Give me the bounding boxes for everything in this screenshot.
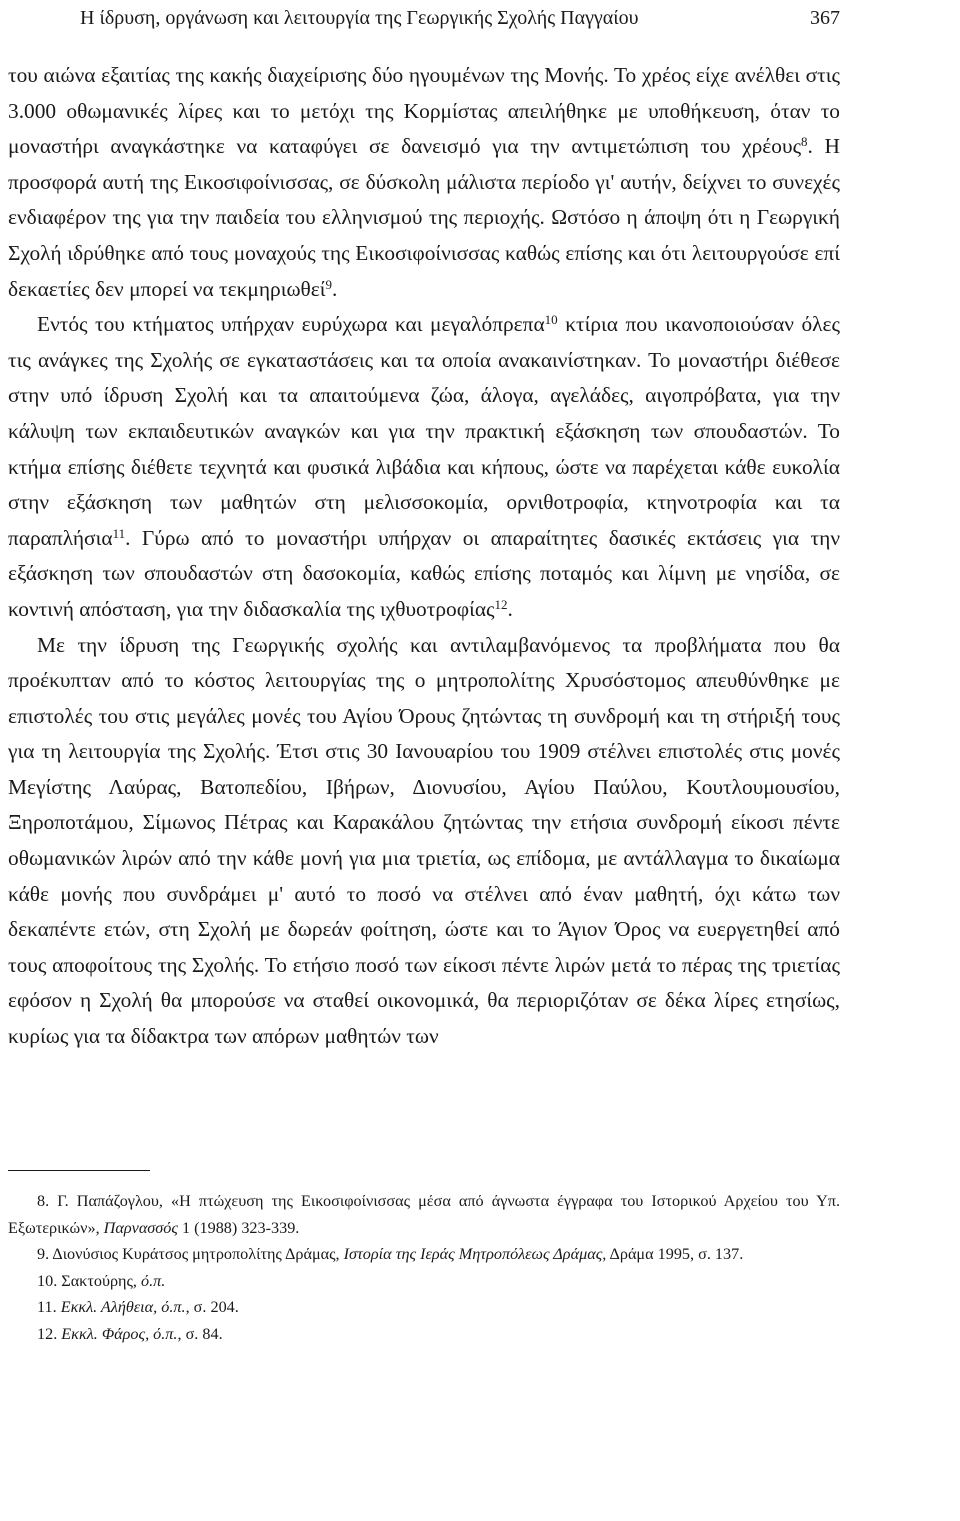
footnote-8-details: 1 (1988) 323-339. [177, 1218, 300, 1237]
footnote-10-op-cit: ό.π. [141, 1271, 166, 1290]
footnote-12-title: Εκκλ. Φάρος, ό.π. [61, 1324, 178, 1343]
footnote-ref-10: 10 [544, 312, 558, 328]
footnote-8-journal: Παρνασσός [103, 1218, 178, 1237]
footnote-12-details: , σ. 84. [177, 1324, 223, 1343]
paragraph-2 [8, 307, 840, 627]
running-header [80, 4, 840, 32]
footnote-10 [8, 1268, 840, 1295]
footnote-11-number: 11. [37, 1298, 61, 1317]
footnote-9-details: , Δράμα 1995, σ. 137. [602, 1245, 744, 1264]
footnote-ref-11: 11 [112, 525, 126, 541]
footnote-8 [8, 1188, 840, 1241]
paragraph-1-part-a: του αιώνα εξαιτίας της κακής διαχείρισης δύο ηγουμένων της Μονής. Το χρέος είχε ανέλθει στις 3.000 οθωμανικές λίρες και το μετόχι της Κορμίστας απειλήθηκε με υποθήκευση, όταν το μοναστήρι αναγκάστηκε να καταφύγει σε δανεισμό για την αντιμετώπιση του χρέους [8, 63, 840, 159]
paragraph-3: Με την ίδρυση της Γεωργικής σχολής και αντιλαμβανόμενος τα προβλήματα που θα προέκυπταν από το κόστος λειτουργίας της ο μητροπολίτης Χρυσόστομος απευθύνθηκε με επιστολές του στις μεγάλες μονές του Αγίου Όρους ζητώντας τη συνδρομή και τη στήριξή τους για τη λειτουργία της Σχολής. Έτσι στις 30 Ιανουαρίου του 1909 στέλνει επιστολές στις μονές Μεγίστης Λαύρας, Βατοπεδίου, Ιβήρων, Διονυσίου, Αγίου Παύλου, Κουτλουμουσίου, Ξηροποτάμου, Σίμωνος Πέτρας και Καρακάλου ζητώντας την ετήσια συνδρομή είκοσι πέντε οθωμανικών λιρών από την κάθε μονή για μια τριετία, ως επίδομα, με αντάλλαγμα το δικαίωμα κάθε μονής που συνδράμει μ' αυτό το ποσό να στέλνει από έναν μαθητή, όχι κάτω των δεκαπέντε ετών, στη Σχολή με δωρεάν φοίτηση, ώστε και το Άγιον Όρος να ευεργετηθεί από τους αποφοίτους της Σχολής. Το ετήσιο ποσό των είκοσι πέντε λιρών μετά το πέρας της τριετίας εφόσον η Σχολή θα μπορούσε να σταθεί οικονομικά, θα περιοριζόταν σε δέκα λίρες ετησίως, κυρίως για τα δίδακτρα των απόρων μαθητών των [8, 632, 840, 1049]
paragraph-2-part-a: Εντός του κτήματος υπήρχαν ευρύχωρα και μεγαλόπρεπα [37, 312, 545, 337]
running-title: Η ίδρυση, οργάνωση και λειτουργία της Γεωργικής Σχολής Παγγαίου [80, 7, 639, 29]
footnote-8-text: 8. Γ. Παπάζογλου, «Η πτώχευση της Εικοσιφοίνισσας μέσα από άγνωστα έγγραφα του Ιστορικού Αρχείου του Υπ. Εξωτερικών», [8, 1192, 840, 1237]
main-text [8, 58, 840, 1055]
footnote-12 [8, 1321, 840, 1348]
paragraph-2-part-d: . [507, 596, 513, 621]
paragraph-1-part-b: . Η προσφορά αυτή της Εικοσιφοίνισσας, σε δύσκολη μάλιστα περίοδο γι' αυτήν, δείχνει το συνεχές ενδιαφέρον της για την παιδεία του ελληνισμού της περιοχής. Ωστόσο η άποψη ότι η Γεωργική Σχολή ιδρύθηκε από τους μοναχούς της Εικοσιφοίνισσας καθώς επίσης και ότι λειτουργούσε επί δεκαετίες δεν μπορεί να τεκμηριωθεί [8, 134, 840, 301]
page-number: 367 [810, 7, 840, 29]
footnote-9-title: Ιστορία της Ιεράς Μητροπόλεως Δράμας [343, 1245, 603, 1264]
paragraph-1-part-c: . [332, 276, 338, 301]
footnote-ref-12: 12 [494, 596, 508, 612]
footnote-ref-8: 8 [801, 134, 808, 150]
footnote-11 [8, 1294, 840, 1321]
footnote-11-title: Εκκλ. Αλήθεια, ό.π. [60, 1298, 186, 1317]
footnote-10-text: 10. Σακτούρης, [37, 1271, 142, 1290]
paragraph-2-part-c: . Γύρω από το μοναστήρι υπήρχαν οι απαραίτητες δασικές εκτάσεις για την εξάσκηση των σπουδαστών στη δασοκομία, καθώς επίσης ποταμός και λίμνη με νησίδα, σε κοντινή απόσταση, για την διδασκαλία της ιχθυοτροφίας [8, 525, 840, 621]
footnote-11-details: , σ. 204. [185, 1298, 239, 1317]
footnotes [8, 1188, 840, 1348]
footnote-9-text: 9. Διονύσιος Κυράτσος μητροπολίτης Δράμας, [37, 1245, 344, 1264]
paragraph-2-part-b: κτίρια που ικανοποιούσαν όλες τις ανάγκες της Σχολής σε εγκαταστάσεις και τα οποία ανακαινίστηκαν. Το μοναστήρι διέθεσε στην υπό ίδρυση Σχολή και τα απαιτούμενα ζώα, άλογα, αγελάδες, αιγοπρόβατα, για την κάλυψη των εκπαιδευτικών αναγκών και για την πρακτική εξάσκηση των σπουδαστών. Το κτήμα επίσης διέθετε τεχνητά και φυσικά λιβάδια και κήπους, ώστε να παρέχεται κάθε ευκολία στην εξάσκηση των μαθητών στη μελισσοκομία, ορνιθοτροφία, κτηνοτροφία και τα παραπλήσια [8, 312, 840, 550]
footnote-12-number: 12. [37, 1324, 62, 1343]
paragraph-1 [8, 58, 840, 307]
footnote-9 [8, 1241, 840, 1268]
footnote-ref-9: 9 [325, 276, 333, 292]
footnote-divider [8, 1170, 150, 1171]
